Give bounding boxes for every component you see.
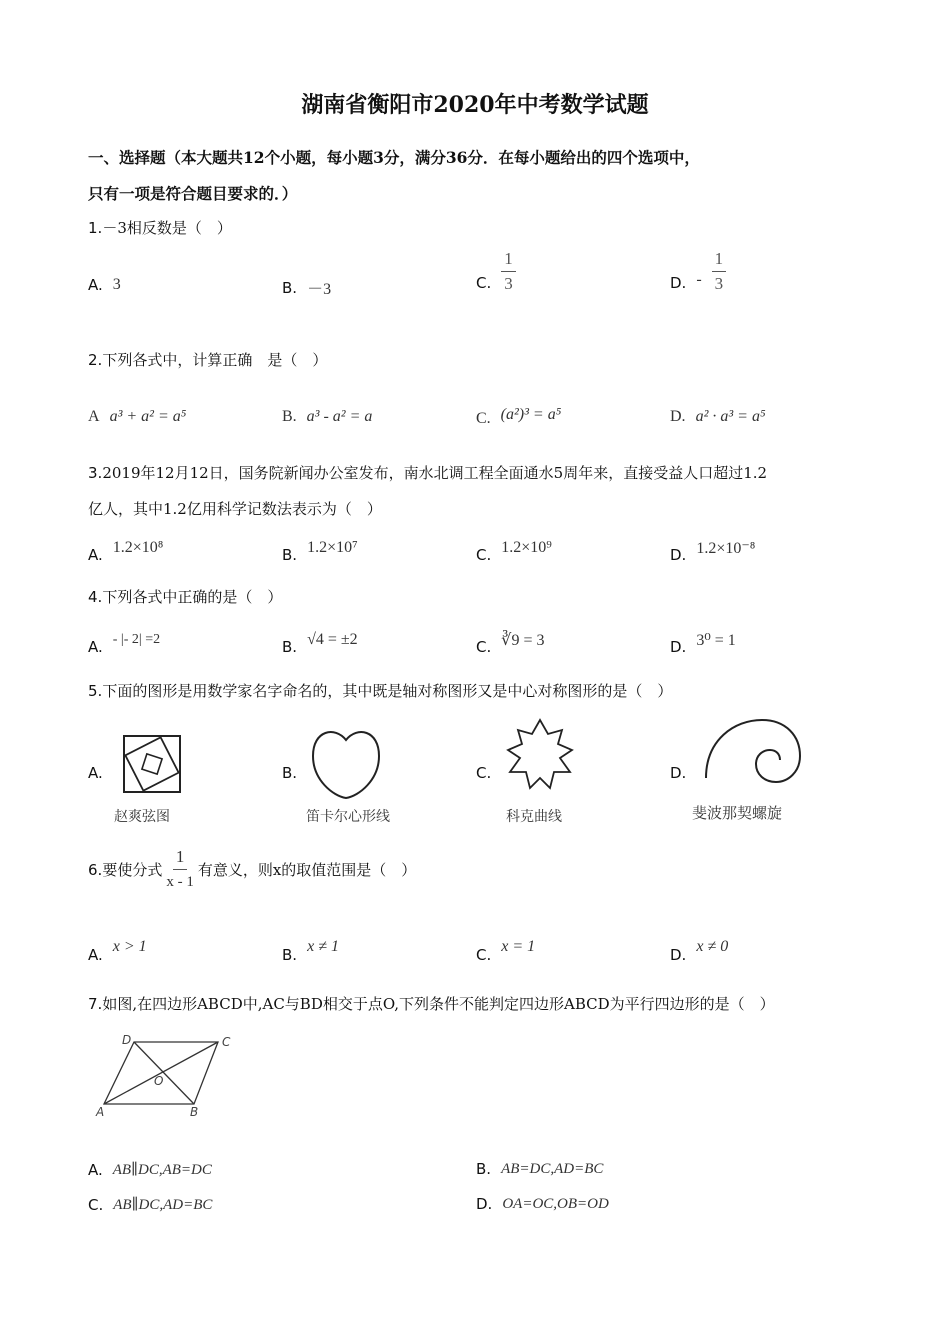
option-label: C.	[476, 946, 492, 964]
option-value: 1.2×10⁹	[501, 539, 552, 556]
option-label: A.	[88, 276, 103, 294]
q6-option-b[interactable]	[282, 930, 339, 964]
question-text-post: 有意义，则x的取值范围是（ ）	[197, 861, 417, 879]
q6-option-a[interactable]	[88, 930, 147, 964]
q4-option-b[interactable]	[282, 624, 358, 656]
question-number: 3.	[88, 464, 103, 482]
q4-option-c[interactable]	[476, 624, 544, 656]
option-label: B.	[282, 546, 298, 564]
option-value: a³ + a² = a⁵	[109, 408, 187, 425]
option-value: 3	[112, 276, 121, 293]
q1-option-d[interactable]	[670, 250, 726, 293]
q3-option-d[interactable]	[670, 532, 755, 564]
fraction	[166, 848, 194, 891]
option-label: D.	[670, 546, 687, 564]
fraction-denominator: 3	[504, 274, 513, 293]
option-label: A.	[88, 638, 103, 656]
option-value: x ≠ 0	[696, 938, 729, 955]
figure-caption: 赵爽弦图	[114, 809, 170, 825]
cardioid-diagram	[305, 722, 387, 802]
option-label: A	[88, 408, 100, 425]
option-label: B.	[476, 1160, 492, 1178]
fraction-denominator: 3	[714, 274, 724, 293]
option-label: D.	[670, 638, 687, 656]
koch-curve-diagram	[500, 716, 580, 796]
question-number: 2.	[88, 351, 103, 369]
zhao-shuang-diagram	[118, 730, 188, 798]
option-label: B.	[282, 278, 298, 297]
question-6	[88, 848, 888, 891]
option-label: A.	[88, 764, 103, 782]
minus-sign: -	[696, 270, 702, 288]
question-text: 下列各式中，计算正确 是（ ）	[102, 351, 328, 369]
fraction-numerator: 1	[501, 250, 516, 272]
section-heading	[88, 140, 868, 212]
option-value: (a²)³ = a⁵	[500, 406, 562, 423]
fraction	[712, 250, 727, 293]
question-number: 4.	[88, 588, 103, 606]
option-value: x > 1	[112, 938, 147, 955]
option-label: C.	[476, 764, 492, 782]
q2-option-c[interactable]	[476, 402, 561, 428]
q1-option-a[interactable]	[88, 276, 121, 294]
q6-option-c[interactable]	[476, 930, 535, 964]
option-value: x = 1	[501, 938, 536, 955]
q7-option-a[interactable]	[88, 1160, 212, 1179]
q7-option-d[interactable]	[476, 1195, 609, 1213]
question-number: 5.	[88, 682, 103, 700]
option-value: AB∥DC,AD=BC	[113, 1197, 213, 1213]
q2-option-b[interactable]	[282, 408, 372, 426]
q3-option-a[interactable]	[88, 532, 163, 564]
option-label: A.	[88, 1160, 103, 1179]
figure-caption: 科克曲线	[506, 809, 562, 825]
vertex-label-b: B	[190, 1105, 199, 1119]
q7-option-c[interactable]	[88, 1195, 212, 1214]
question-text: 下面的图形是用数学家名字命名的，其中既是轴对称图形又是中心对称图形的是（ ）	[102, 682, 673, 700]
page-title: 湖南省衡阳市2020年中考数学试题	[301, 92, 649, 118]
parallelogram-diagram	[90, 1030, 250, 1120]
option-label: C.	[476, 273, 492, 292]
question-4	[88, 586, 888, 607]
option-label: B.	[282, 946, 298, 964]
q2-option-a[interactable]	[88, 408, 186, 426]
question-number: 7.	[88, 995, 103, 1013]
option-label: B.	[282, 638, 298, 656]
option-label: C.	[476, 546, 492, 564]
figure-caption: 斐波那契螺旋	[692, 804, 783, 822]
section-line-1: 一、选择题（本大题共12个小题，每小题3分，满分36分．在每小题给出的四个选项中，	[88, 148, 700, 167]
q5-option-b[interactable]	[282, 764, 297, 782]
q6-option-d[interactable]	[670, 930, 728, 964]
option-value: －3	[307, 281, 332, 298]
option-value: 3⁰ = 1	[696, 632, 736, 649]
question-number: 6.	[88, 860, 103, 879]
option-value: a² · a³ = a⁵	[695, 408, 766, 425]
question-text: －3相反数是（ ）	[102, 219, 232, 237]
question-text-line-2: 亿人，其中1.2亿用科学记数法表示为（ ）	[88, 500, 382, 518]
option-label: D.	[670, 946, 687, 964]
option-value: 1.2×10⁻⁸	[696, 540, 756, 557]
option-value: a³ - a² = a	[306, 408, 373, 425]
q3-option-b[interactable]	[282, 532, 358, 564]
q4-option-d[interactable]	[670, 624, 736, 656]
option-value: OA=OC,OB=OD	[502, 1195, 609, 1212]
point-label-o: O	[154, 1074, 164, 1088]
q1-option-b[interactable]	[282, 276, 331, 299]
option-label: D.	[670, 273, 687, 292]
option-label: C.	[476, 638, 492, 656]
fraction-denominator: x - 1	[166, 874, 194, 890]
vertex-label-a: A	[96, 1105, 105, 1119]
question-5	[88, 680, 888, 701]
option-label: A.	[88, 546, 103, 564]
vertex-label-c: C	[222, 1035, 231, 1049]
question-1	[88, 217, 888, 238]
option-value: x ≠ 1	[307, 938, 339, 955]
option-label: C.	[476, 410, 491, 427]
question-text: 如图,在四边形ABCD中,AC与BD相交于点O,下列条件不能判定四边形ABCD为平行四边形的是（ ）	[102, 995, 775, 1013]
option-label: A.	[88, 946, 103, 964]
option-label: C.	[88, 1195, 104, 1214]
option-value: √4 = ±2	[307, 631, 358, 648]
option-label: D.	[476, 1195, 493, 1213]
option-value: AB=DC,AD=BC	[501, 1160, 604, 1177]
q1-option-c[interactable]	[476, 250, 516, 293]
q5-option-c[interactable]	[476, 764, 491, 782]
q5-option-a[interactable]	[88, 764, 103, 782]
option-value: - |- 2| =2	[112, 632, 161, 647]
q4-option-a[interactable]	[88, 624, 160, 656]
fraction	[501, 250, 516, 293]
option-value: AB∥DC,AB=DC	[112, 1162, 212, 1178]
option-label: B.	[282, 764, 298, 782]
option-label: D.	[670, 408, 686, 425]
fibonacci-spiral-diagram	[700, 716, 810, 796]
question-text-pre: 要使分式	[102, 861, 163, 879]
question-text: 下列各式中正确的是（ ）	[102, 588, 283, 606]
figure-caption: 笛卡尔心形线	[306, 809, 390, 825]
q3-option-c[interactable]	[476, 532, 552, 564]
option-value: 1.2×10⁸	[112, 539, 164, 556]
fraction-numerator: 1	[712, 250, 727, 272]
question-7	[88, 993, 888, 1014]
q7-option-b[interactable]	[476, 1160, 603, 1178]
question-text-line-1: 2019年12月12日，国务院新闻办公室发布，南水北调工程全面通水5周年来，直接受益人口超过1.2	[102, 464, 768, 482]
option-label: B.	[282, 408, 297, 425]
question-2	[88, 349, 888, 370]
q5-option-d[interactable]	[670, 764, 686, 782]
question-3	[88, 455, 888, 527]
q2-option-d[interactable]	[670, 408, 766, 426]
question-number: 1.	[88, 219, 103, 237]
option-label: D.	[670, 764, 687, 782]
option-value: 1.2×10⁷	[307, 539, 358, 556]
vertex-label-d: D	[122, 1033, 132, 1047]
option-value: ∛9 = 3	[501, 632, 545, 649]
section-line-2: 只有一项是符合题目要求的．）	[88, 184, 298, 203]
fraction-numerator: 1	[173, 848, 188, 870]
